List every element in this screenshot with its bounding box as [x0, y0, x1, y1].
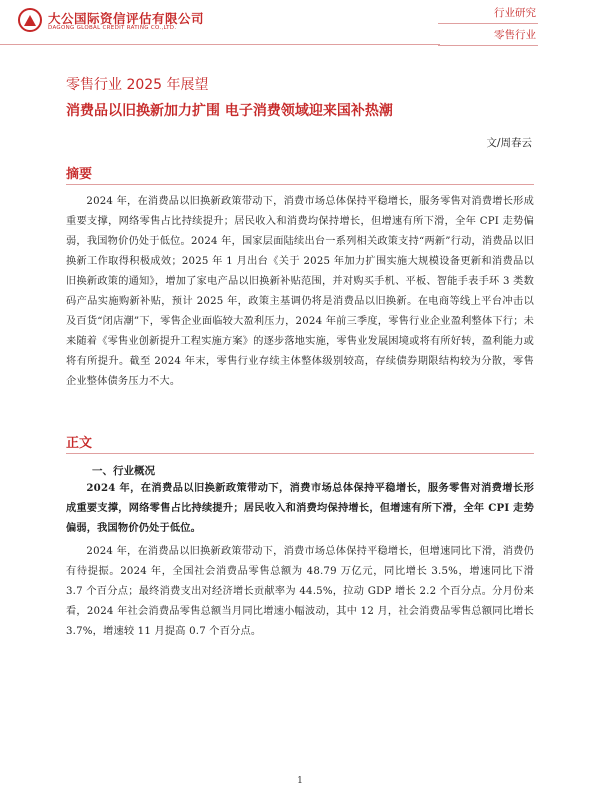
- summary-bold-paragraph: 2024 年，在消费品以旧换新政策带动下，消费市场总体保持平稳增长，服务零售对消费增长形成重要支撑，网络零售占比持续提升；居民收入和消费均保持增长，但增速有所下滑，全年 CPI 走势偏弱，我国物价仍处于低位。: [66, 482, 534, 534]
- report-author: 文/周春云: [486, 137, 532, 149]
- logo-english-name: DAGONG GLOBAL CREDIT RATING CO.,LTD.: [48, 25, 177, 31]
- page-header: [0, 0, 600, 50]
- company-logo: [18, 8, 238, 40]
- body-paragraph-1: 2024 年，在消费品以旧换新政策带动下，消费市场总体保持平稳增长，但增速同比下滑，消费仍有待提振。2024 年，全国社会消费品零售总额为 48.79 万亿元，同比增长 3.5%，增速同比下滑 3.7 个百分点；最终消费支出对经济增长贡献率为 44.5%，拉动 GDP 增长 2.2 个百分点。分月份来看，2024 年社会消费品零售总额当月同比增速小幅波动，其中 12 月，社会消费品零售总额同比增长 3.7%，增速较 11 月提高 0.7 个百分点。: [66, 546, 534, 637]
- tag-industry-research: 行业研究: [438, 0, 538, 24]
- body-divider: [66, 453, 534, 454]
- logo-chinese-name: 大公国际资信评估有限公司: [48, 11, 205, 26]
- tag-retail-industry: 零售行业: [438, 24, 538, 46]
- report-subtitle: 消费品以旧换新加力扩围 电子消费领域迎来国补热潮: [66, 103, 393, 119]
- page-number: 1: [297, 776, 303, 786]
- header-divider: [0, 44, 440, 45]
- abstract-heading: 摘要: [66, 167, 93, 182]
- abstract-divider: [66, 184, 534, 185]
- section-subheading: 一、行业概况: [92, 465, 155, 477]
- report-title: 零售行业 2025 年展望: [66, 77, 209, 93]
- abstract-text: 2024 年，在消费品以旧换新政策带动下，消费市场总体保持平稳增长，服务零售对消费增长形成重要支撑，网络零售占比持续提升；居民收入和消费均保持增长，但增速有所下滑，全年 CPI 走势偏弱，我国物价仍处于低位。2024 年，国家层面陆续出台一系列相关政策支持“两新”行动，消费品以旧换新工作取得积极成效；2025 年 1 月出台《关于 2025 年加力扩围实施大规模设备更新和消费品以旧换新政策的通知》，增加了家电产品以旧换新补贴范围，并对购买手机、平板、智能手表手环 3 类数码产品实施购新补贴，预计 2025 年，政策主基调仍将是消费品以旧换新。在电商等线上平台冲击以及百货“闭店潮”下，零售企业面临较大盈利压力，2024 年前三季度，零售行业企业盈利整体下行；未来随着《零售业创新提升工程实施方案》的逐步落地实施，零售业发展困境或将有所好转，盈利能力或将有所提升。截至 2024 年末，零售行业存续主体整体级别较高，存续债券期限结构较为分散，零售企业整体债务压力不大。: [66, 196, 534, 387]
- header-tags: [438, 0, 538, 46]
- body-heading: 正文: [66, 436, 93, 451]
- logo-emblem-icon: [18, 8, 42, 32]
